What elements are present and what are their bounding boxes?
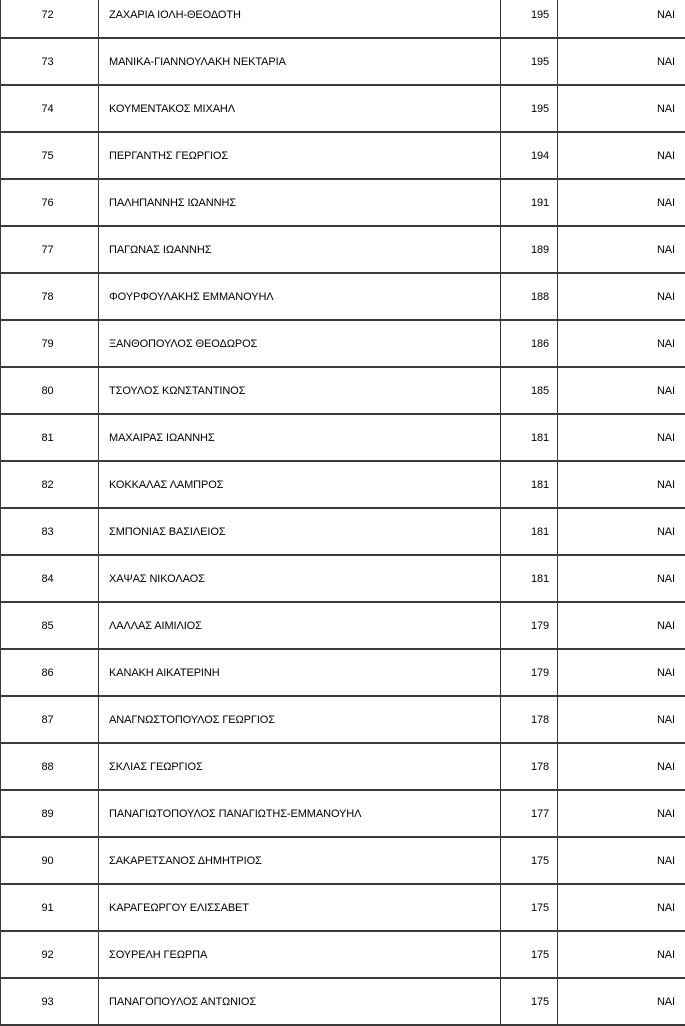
candidate-name: ΣΜΠΟΝΙΑΣ ΒΑΣΙΛΕΙΟΣ bbox=[99, 508, 501, 555]
candidate-name: ΜΑΝΙΚΑ-ΓΙΑΝΝΟΥΛΑΚΗ ΝΕΚΤΑΡΙΑ bbox=[99, 38, 501, 85]
candidate-name: ΣΑΚΑΡΕΤΣΑΝΟΣ ΔΗΜΗΤΡΙΟΣ bbox=[99, 837, 501, 884]
status-value: ΝΑΙ bbox=[558, 226, 685, 273]
table-row bbox=[1, 0, 685, 38]
status-value: ΝΑΙ bbox=[558, 320, 685, 367]
score-value: 191 bbox=[501, 179, 558, 226]
score-value: 175 bbox=[501, 837, 558, 884]
table-row bbox=[1, 132, 685, 179]
row-number: 74 bbox=[1, 85, 99, 132]
candidate-name: ΑΝΑΓΝΩΣΤΟΠΟΥΛΟΣ ΓΕΩΡΓΙΟΣ bbox=[99, 696, 501, 743]
score-value: 179 bbox=[501, 602, 558, 649]
results-table-body bbox=[1, 0, 685, 1025]
row-number: 92 bbox=[1, 931, 99, 978]
row-number: 77 bbox=[1, 226, 99, 273]
table-row bbox=[1, 602, 685, 649]
score-value: 175 bbox=[501, 978, 558, 1025]
table-row bbox=[1, 743, 685, 790]
table-row bbox=[1, 414, 685, 461]
score-value: 178 bbox=[501, 696, 558, 743]
table-row bbox=[1, 367, 685, 414]
table-row bbox=[1, 320, 685, 367]
score-value: 189 bbox=[501, 226, 558, 273]
score-value: 194 bbox=[501, 132, 558, 179]
score-value: 181 bbox=[501, 508, 558, 555]
status-value: ΝΑΙ bbox=[558, 602, 685, 649]
status-value: ΝΑΙ bbox=[558, 978, 685, 1025]
status-value: ΝΑΙ bbox=[558, 790, 685, 837]
table-row bbox=[1, 38, 685, 85]
table-row bbox=[1, 179, 685, 226]
row-number: 84 bbox=[1, 555, 99, 602]
row-number: 91 bbox=[1, 884, 99, 931]
status-value: ΝΑΙ bbox=[558, 743, 685, 790]
score-value: 186 bbox=[501, 320, 558, 367]
candidate-name: ΤΣΟΥΛΟΣ ΚΩΝΣΤΑΝΤΙΝΟΣ bbox=[99, 367, 501, 414]
candidate-name: ΞΑΝΘΟΠΟΥΛΟΣ ΘΕΟΔΩΡΟΣ bbox=[99, 320, 501, 367]
candidate-name: ΠΑΓΩΝΑΣ ΙΩΑΝΝΗΣ bbox=[99, 226, 501, 273]
status-value: ΝΑΙ bbox=[558, 649, 685, 696]
status-value: ΝΑΙ bbox=[558, 931, 685, 978]
table-row bbox=[1, 226, 685, 273]
status-value: ΝΑΙ bbox=[558, 0, 685, 38]
score-value: 181 bbox=[501, 555, 558, 602]
row-number: 85 bbox=[1, 602, 99, 649]
row-number: 73 bbox=[1, 38, 99, 85]
status-value: ΝΑΙ bbox=[558, 38, 685, 85]
score-value: 179 bbox=[501, 649, 558, 696]
status-value: ΝΑΙ bbox=[558, 414, 685, 461]
score-value: 175 bbox=[501, 931, 558, 978]
candidate-name: ΧΑΨΑΣ ΝΙΚΟΛΑΟΣ bbox=[99, 555, 501, 602]
candidate-name: ΠΕΡΓΑΝΤΗΣ ΓΕΩΡΓΙΟΣ bbox=[99, 132, 501, 179]
row-number: 88 bbox=[1, 743, 99, 790]
table-row bbox=[1, 978, 685, 1025]
table-row bbox=[1, 461, 685, 508]
status-value: ΝΑΙ bbox=[558, 461, 685, 508]
row-number: 72 bbox=[1, 0, 99, 38]
status-value: ΝΑΙ bbox=[558, 367, 685, 414]
row-number: 87 bbox=[1, 696, 99, 743]
candidate-name: ΣΚΛΙΑΣ ΓΕΩΡΓΙΟΣ bbox=[99, 743, 501, 790]
status-value: ΝΑΙ bbox=[558, 85, 685, 132]
status-value: ΝΑΙ bbox=[558, 696, 685, 743]
candidate-name: ΜΑΧΑΙΡΑΣ ΙΩΑΝΝΗΣ bbox=[99, 414, 501, 461]
candidate-name: ΚΟΚΚΑΛΑΣ ΛΑΜΠΡΟΣ bbox=[99, 461, 501, 508]
row-number: 83 bbox=[1, 508, 99, 555]
score-value: 195 bbox=[501, 38, 558, 85]
row-number: 82 bbox=[1, 461, 99, 508]
row-number: 80 bbox=[1, 367, 99, 414]
table-row bbox=[1, 508, 685, 555]
candidate-name: ΠΑΛΗΠΑΝΝΗΣ ΙΩΑΝΝΗΣ bbox=[99, 179, 501, 226]
row-number: 89 bbox=[1, 790, 99, 837]
candidate-name: ΠΑΝΑΓΟΠΟΥΛΟΣ ΑΝΤΩΝΙΟΣ bbox=[99, 978, 501, 1025]
status-value: ΝΑΙ bbox=[558, 132, 685, 179]
status-value: ΝΑΙ bbox=[558, 508, 685, 555]
score-value: 177 bbox=[501, 790, 558, 837]
status-value: ΝΑΙ bbox=[558, 273, 685, 320]
score-value: 188 bbox=[501, 273, 558, 320]
candidate-name: ΛΑΛΛΑΣ ΑΙΜΙΛΙΟΣ bbox=[99, 602, 501, 649]
row-number: 76 bbox=[1, 179, 99, 226]
score-value: 195 bbox=[501, 85, 558, 132]
row-number: 93 bbox=[1, 978, 99, 1025]
row-number: 75 bbox=[1, 132, 99, 179]
table-row bbox=[1, 85, 685, 132]
table-row bbox=[1, 790, 685, 837]
table-row bbox=[1, 555, 685, 602]
row-number: 86 bbox=[1, 649, 99, 696]
score-value: 178 bbox=[501, 743, 558, 790]
row-number: 78 bbox=[1, 273, 99, 320]
score-value: 175 bbox=[501, 884, 558, 931]
table-row bbox=[1, 931, 685, 978]
table-row bbox=[1, 649, 685, 696]
table-row bbox=[1, 696, 685, 743]
candidate-name: ΚΑΝΑΚΗ ΑΙΚΑΤΕΡΙΝΗ bbox=[99, 649, 501, 696]
table-row bbox=[1, 837, 685, 884]
row-number: 79 bbox=[1, 320, 99, 367]
table-row bbox=[1, 884, 685, 931]
status-value: ΝΑΙ bbox=[558, 555, 685, 602]
table-row bbox=[1, 273, 685, 320]
status-value: ΝΑΙ bbox=[558, 179, 685, 226]
candidate-name: ΚΟΥΜΕΝΤΑΚΟΣ ΜΙΧΑΗΛ bbox=[99, 85, 501, 132]
score-value: 181 bbox=[501, 461, 558, 508]
score-value: 181 bbox=[501, 414, 558, 461]
candidate-name: ΣΟΥΡΕΛΗ ΓΕΩΡΠΑ bbox=[99, 931, 501, 978]
score-value: 185 bbox=[501, 367, 558, 414]
candidate-name: ΠΑΝΑΓΙΩΤΟΠΟΥΛΟΣ ΠΑΝΑΓΙΩΤΗΣ-ΕΜΜΑΝΟΥΗΛ bbox=[99, 790, 501, 837]
row-number: 81 bbox=[1, 414, 99, 461]
status-value: ΝΑΙ bbox=[558, 837, 685, 884]
status-value: ΝΑΙ bbox=[558, 884, 685, 931]
row-number: 90 bbox=[1, 837, 99, 884]
candidate-name: ΚΑΡΑΓΕΩΡΓΟΥ ΕΛΙΣΣΑΒΕΤ bbox=[99, 884, 501, 931]
candidate-name: ΖΑΧΑΡΙΑ ΙΟΛΗ-ΘΕΟΔΟΤΗ bbox=[99, 0, 501, 38]
score-value: 195 bbox=[501, 0, 558, 38]
candidate-name: ΦΟΥΡΦΟΥΛΑΚΗΣ ΕΜΜΑΝΟΥΗΛ bbox=[99, 273, 501, 320]
